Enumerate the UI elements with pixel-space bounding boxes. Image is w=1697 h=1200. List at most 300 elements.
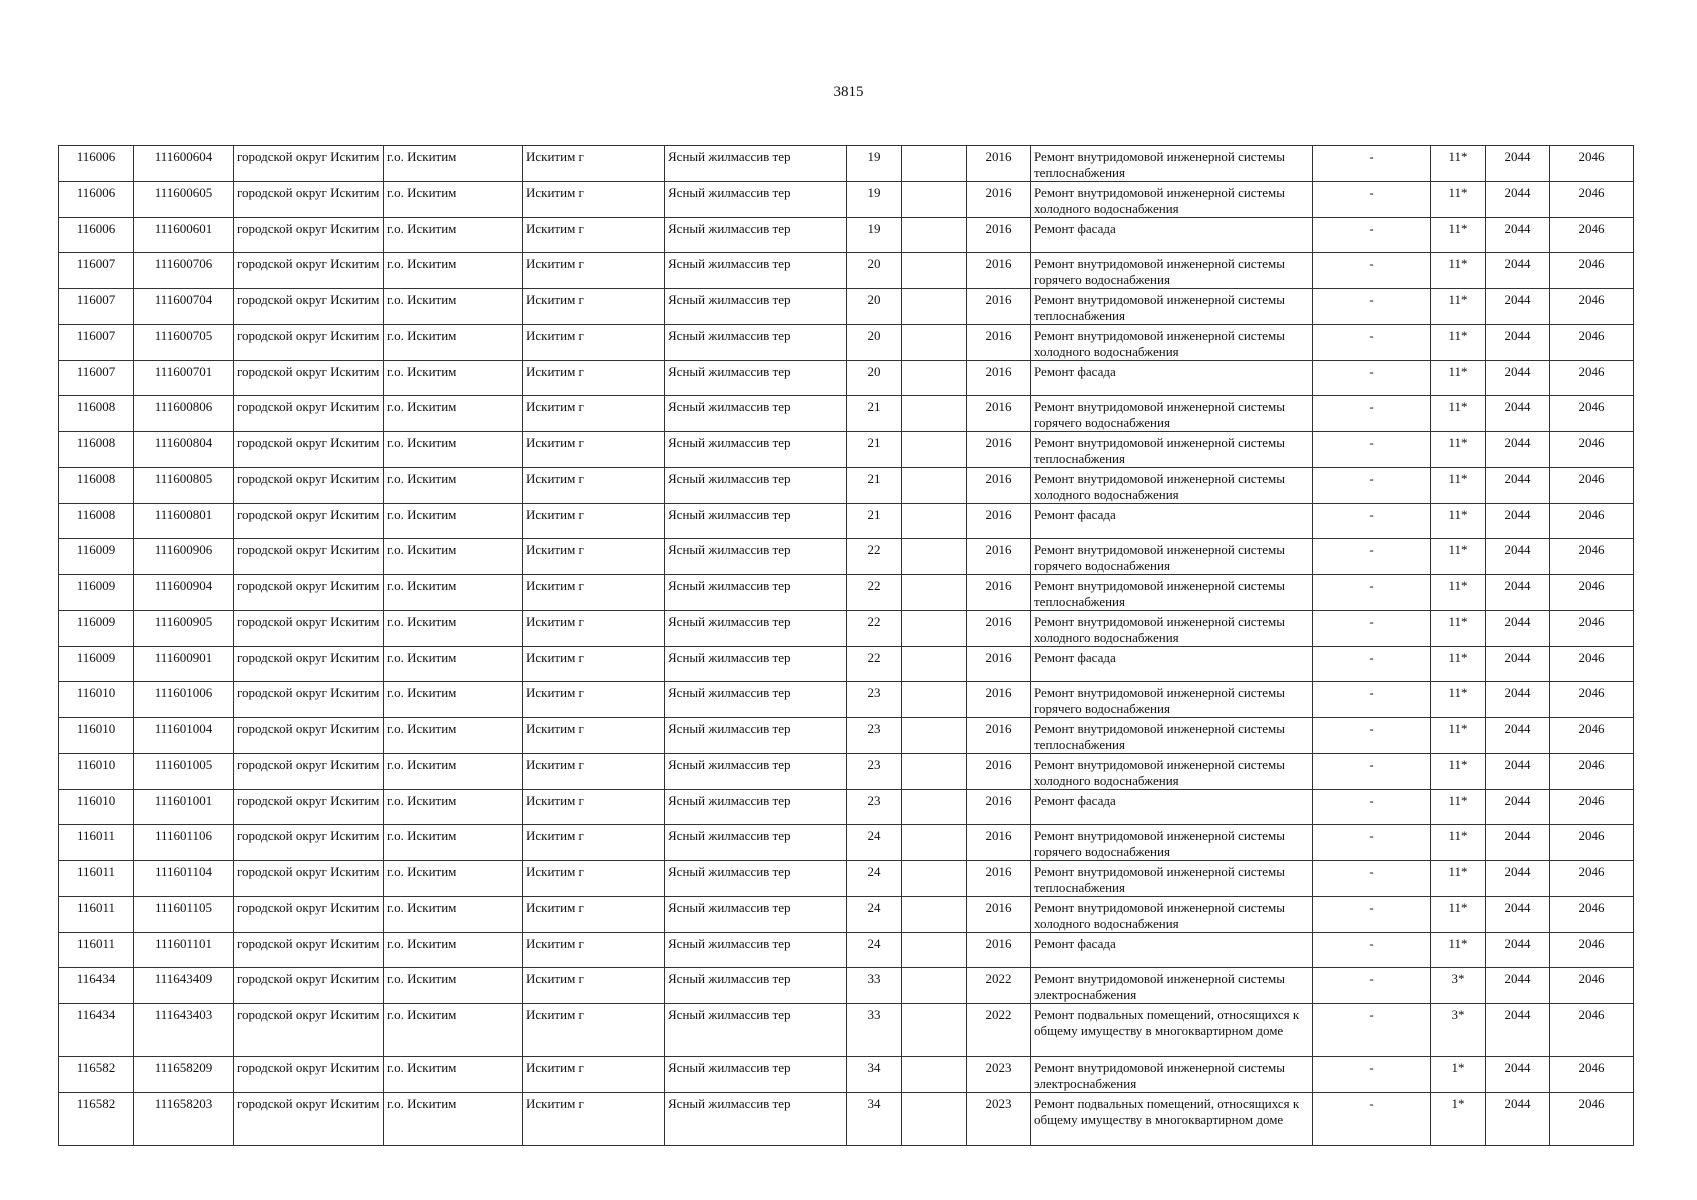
start-year-cell: 2044 <box>1486 289 1550 325</box>
building-cell <box>902 611 967 647</box>
mark-cell: 11* <box>1431 647 1486 682</box>
record-id: 116011 <box>59 897 134 933</box>
district-cell: г.о. Искитим <box>384 682 523 718</box>
municipality-cell: городской округ Искитим <box>234 754 384 790</box>
placeholder-cell: - <box>1313 432 1431 468</box>
building-cell <box>902 897 967 933</box>
mark-cell: 11* <box>1431 682 1486 718</box>
settlement-cell: Искитим г <box>523 1093 665 1146</box>
street-cell: Ясный жилмассив тер <box>665 468 847 504</box>
district-cell: г.о. Искитим <box>384 611 523 647</box>
mark-cell: 11* <box>1431 539 1486 575</box>
start-year-cell: 2044 <box>1486 468 1550 504</box>
house-number-cell: 23 <box>847 682 902 718</box>
house-number-cell: 21 <box>847 468 902 504</box>
work-code: 111601006 <box>134 682 234 718</box>
start-year-cell: 2044 <box>1486 897 1550 933</box>
record-id: 116011 <box>59 825 134 861</box>
placeholder-cell: - <box>1313 682 1431 718</box>
year-cell: 2016 <box>967 539 1031 575</box>
start-year-cell: 2044 <box>1486 432 1550 468</box>
district-cell: г.о. Искитим <box>384 1057 523 1093</box>
house-number-cell: 33 <box>847 968 902 1004</box>
street-cell: Ясный жилмассив тер <box>665 146 847 182</box>
municipality-cell: городской округ Искитим <box>234 396 384 432</box>
building-cell <box>902 968 967 1004</box>
municipality-cell: городской округ Искитим <box>234 933 384 968</box>
building-cell <box>902 790 967 825</box>
settlement-cell: Искитим г <box>523 790 665 825</box>
house-number-cell: 33 <box>847 1004 902 1057</box>
municipality-cell: городской округ Искитим <box>234 790 384 825</box>
table-row <box>59 432 1634 468</box>
district-cell: г.о. Искитим <box>384 182 523 218</box>
building-cell <box>902 432 967 468</box>
work-type-cell: Ремонт внутридомовой инженерной системы холодного водоснабжения <box>1031 325 1313 361</box>
year-cell: 2022 <box>967 1004 1031 1057</box>
settlement-cell: Искитим г <box>523 432 665 468</box>
table-row <box>59 1057 1634 1093</box>
municipality-cell: городской округ Искитим <box>234 289 384 325</box>
year-cell: 2016 <box>967 253 1031 289</box>
building-cell <box>902 1004 967 1057</box>
work-code: 111600906 <box>134 539 234 575</box>
house-number-cell: 20 <box>847 289 902 325</box>
table-row <box>59 1004 1634 1057</box>
mark-cell: 11* <box>1431 754 1486 790</box>
year-cell: 2016 <box>967 718 1031 754</box>
end-year-cell: 2046 <box>1550 647 1634 682</box>
end-year-cell: 2046 <box>1550 718 1634 754</box>
building-cell <box>902 253 967 289</box>
house-number-cell: 24 <box>847 933 902 968</box>
start-year-cell: 2044 <box>1486 218 1550 253</box>
house-number-cell: 24 <box>847 825 902 861</box>
year-cell: 2016 <box>967 289 1031 325</box>
settlement-cell: Искитим г <box>523 647 665 682</box>
end-year-cell: 2046 <box>1550 361 1634 396</box>
placeholder-cell: - <box>1313 468 1431 504</box>
placeholder-cell: - <box>1313 1057 1431 1093</box>
municipality-cell: городской округ Искитим <box>234 611 384 647</box>
placeholder-cell: - <box>1313 1004 1431 1057</box>
start-year-cell: 2044 <box>1486 825 1550 861</box>
work-code: 111601101 <box>134 933 234 968</box>
house-number-cell: 22 <box>847 611 902 647</box>
house-number-cell: 34 <box>847 1057 902 1093</box>
start-year-cell: 2044 <box>1486 539 1550 575</box>
table-row <box>59 253 1634 289</box>
street-cell: Ясный жилмассив тер <box>665 861 847 897</box>
work-code: 111600805 <box>134 468 234 504</box>
table-row <box>59 146 1634 182</box>
end-year-cell: 2046 <box>1550 933 1634 968</box>
building-cell <box>902 182 967 218</box>
house-number-cell: 23 <box>847 754 902 790</box>
district-cell: г.о. Искитим <box>384 754 523 790</box>
municipality-cell: городской округ Искитим <box>234 682 384 718</box>
street-cell: Ясный жилмассив тер <box>665 361 847 396</box>
end-year-cell: 2046 <box>1550 1093 1634 1146</box>
municipality-cell: городской округ Искитим <box>234 647 384 682</box>
placeholder-cell: - <box>1313 611 1431 647</box>
start-year-cell: 2044 <box>1486 396 1550 432</box>
district-cell: г.о. Искитим <box>384 825 523 861</box>
building-cell <box>902 146 967 182</box>
start-year-cell: 2044 <box>1486 861 1550 897</box>
settlement-cell: Искитим г <box>523 897 665 933</box>
start-year-cell: 2044 <box>1486 1093 1550 1146</box>
district-cell: г.о. Искитим <box>384 253 523 289</box>
table-row <box>59 968 1634 1004</box>
district-cell: г.о. Искитим <box>384 432 523 468</box>
end-year-cell: 2046 <box>1550 253 1634 289</box>
table-row <box>59 289 1634 325</box>
municipality-cell: городской округ Искитим <box>234 897 384 933</box>
municipality-cell: городской округ Искитим <box>234 218 384 253</box>
record-id: 116006 <box>59 218 134 253</box>
street-cell: Ясный жилмассив тер <box>665 790 847 825</box>
building-cell <box>902 539 967 575</box>
work-code: 111600905 <box>134 611 234 647</box>
record-id: 116008 <box>59 468 134 504</box>
placeholder-cell: - <box>1313 861 1431 897</box>
year-cell: 2016 <box>967 682 1031 718</box>
district-cell: г.о. Искитим <box>384 933 523 968</box>
house-number-cell: 23 <box>847 790 902 825</box>
settlement-cell: Искитим г <box>523 396 665 432</box>
district-cell: г.о. Искитим <box>384 539 523 575</box>
table-row <box>59 396 1634 432</box>
settlement-cell: Искитим г <box>523 682 665 718</box>
record-id: 116011 <box>59 933 134 968</box>
record-id: 116009 <box>59 575 134 611</box>
year-cell: 2016 <box>967 218 1031 253</box>
end-year-cell: 2046 <box>1550 611 1634 647</box>
placeholder-cell: - <box>1313 754 1431 790</box>
end-year-cell: 2046 <box>1550 539 1634 575</box>
placeholder-cell: - <box>1313 182 1431 218</box>
start-year-cell: 2044 <box>1486 253 1550 289</box>
year-cell: 2016 <box>967 825 1031 861</box>
work-type-cell: Ремонт фасада <box>1031 504 1313 539</box>
start-year-cell: 2044 <box>1486 1057 1550 1093</box>
work-type-cell: Ремонт внутридомовой инженерной системы холодного водоснабжения <box>1031 754 1313 790</box>
start-year-cell: 2044 <box>1486 325 1550 361</box>
work-code: 111658209 <box>134 1057 234 1093</box>
municipality-cell: городской округ Искитим <box>234 718 384 754</box>
placeholder-cell: - <box>1313 218 1431 253</box>
building-cell <box>902 468 967 504</box>
year-cell: 2016 <box>967 361 1031 396</box>
table-row <box>59 539 1634 575</box>
settlement-cell: Искитим г <box>523 468 665 504</box>
record-id: 116434 <box>59 1004 134 1057</box>
street-cell: Ясный жилмассив тер <box>665 218 847 253</box>
district-cell: г.о. Искитим <box>384 718 523 754</box>
district-cell: г.о. Искитим <box>384 575 523 611</box>
mark-cell: 11* <box>1431 790 1486 825</box>
work-code: 111600701 <box>134 361 234 396</box>
district-cell: г.о. Искитим <box>384 861 523 897</box>
start-year-cell: 2044 <box>1486 182 1550 218</box>
start-year-cell: 2044 <box>1486 754 1550 790</box>
work-code: 111600605 <box>134 182 234 218</box>
year-cell: 2016 <box>967 146 1031 182</box>
year-cell: 2016 <box>967 432 1031 468</box>
building-cell <box>902 754 967 790</box>
start-year-cell: 2044 <box>1486 718 1550 754</box>
settlement-cell: Искитим г <box>523 289 665 325</box>
work-code: 111600706 <box>134 253 234 289</box>
end-year-cell: 2046 <box>1550 825 1634 861</box>
start-year-cell: 2044 <box>1486 790 1550 825</box>
placeholder-cell: - <box>1313 504 1431 539</box>
record-id: 116007 <box>59 253 134 289</box>
placeholder-cell: - <box>1313 146 1431 182</box>
district-cell: г.о. Искитим <box>384 647 523 682</box>
house-number-cell: 22 <box>847 539 902 575</box>
work-type-cell: Ремонт внутридомовой инженерной системы горячего водоснабжения <box>1031 396 1313 432</box>
municipality-cell: городской округ Искитим <box>234 468 384 504</box>
end-year-cell: 2046 <box>1550 897 1634 933</box>
table-row <box>59 647 1634 682</box>
district-cell: г.о. Искитим <box>384 1093 523 1146</box>
house-number-cell: 20 <box>847 325 902 361</box>
record-id: 116010 <box>59 718 134 754</box>
mark-cell: 11* <box>1431 289 1486 325</box>
district-cell: г.о. Искитим <box>384 325 523 361</box>
work-type-cell: Ремонт фасада <box>1031 647 1313 682</box>
table-row <box>59 182 1634 218</box>
table-row <box>59 825 1634 861</box>
house-number-cell: 20 <box>847 253 902 289</box>
street-cell: Ясный жилмассив тер <box>665 1004 847 1057</box>
mark-cell: 11* <box>1431 325 1486 361</box>
table-row <box>59 754 1634 790</box>
placeholder-cell: - <box>1313 825 1431 861</box>
page-number: 3815 <box>833 84 864 100</box>
mark-cell: 11* <box>1431 432 1486 468</box>
placeholder-cell: - <box>1313 897 1431 933</box>
building-cell <box>902 647 967 682</box>
register-table <box>58 145 1634 1146</box>
year-cell: 2016 <box>967 325 1031 361</box>
work-type-cell: Ремонт фасада <box>1031 790 1313 825</box>
work-type-cell: Ремонт внутридомовой инженерной системы теплоснабжения <box>1031 861 1313 897</box>
mark-cell: 11* <box>1431 146 1486 182</box>
settlement-cell: Искитим г <box>523 182 665 218</box>
house-number-cell: 24 <box>847 861 902 897</box>
work-type-cell: Ремонт внутридомовой инженерной системы горячего водоснабжения <box>1031 253 1313 289</box>
building-cell <box>902 682 967 718</box>
settlement-cell: Искитим г <box>523 718 665 754</box>
start-year-cell: 2044 <box>1486 504 1550 539</box>
record-id: 116008 <box>59 504 134 539</box>
record-id: 116006 <box>59 146 134 182</box>
street-cell: Ясный жилмассив тер <box>665 253 847 289</box>
work-type-cell: Ремонт фасада <box>1031 218 1313 253</box>
municipality-cell: городской округ Искитим <box>234 253 384 289</box>
work-type-cell: Ремонт фасада <box>1031 361 1313 396</box>
end-year-cell: 2046 <box>1550 790 1634 825</box>
placeholder-cell: - <box>1313 253 1431 289</box>
placeholder-cell: - <box>1313 790 1431 825</box>
street-cell: Ясный жилмассив тер <box>665 968 847 1004</box>
municipality-cell: городской округ Искитим <box>234 968 384 1004</box>
municipality-cell: городской округ Искитим <box>234 361 384 396</box>
record-id: 116007 <box>59 325 134 361</box>
end-year-cell: 2046 <box>1550 1057 1634 1093</box>
work-code: 111600604 <box>134 146 234 182</box>
mark-cell: 11* <box>1431 718 1486 754</box>
start-year-cell: 2044 <box>1486 1004 1550 1057</box>
mark-cell: 11* <box>1431 218 1486 253</box>
work-code: 111600806 <box>134 396 234 432</box>
district-cell: г.о. Искитим <box>384 146 523 182</box>
work-type-cell: Ремонт внутридомовой инженерной системы теплоснабжения <box>1031 575 1313 611</box>
settlement-cell: Искитим г <box>523 325 665 361</box>
mark-cell: 11* <box>1431 396 1486 432</box>
settlement-cell: Искитим г <box>523 825 665 861</box>
street-cell: Ясный жилмассив тер <box>665 933 847 968</box>
end-year-cell: 2046 <box>1550 146 1634 182</box>
settlement-cell: Искитим г <box>523 253 665 289</box>
table-row <box>59 361 1634 396</box>
year-cell: 2016 <box>967 468 1031 504</box>
record-id: 116010 <box>59 790 134 825</box>
municipality-cell: городской округ Искитим <box>234 432 384 468</box>
building-cell <box>902 1057 967 1093</box>
table-row <box>59 611 1634 647</box>
settlement-cell: Искитим г <box>523 754 665 790</box>
street-cell: Ясный жилмассив тер <box>665 539 847 575</box>
work-code: 111601105 <box>134 897 234 933</box>
start-year-cell: 2044 <box>1486 682 1550 718</box>
placeholder-cell: - <box>1313 718 1431 754</box>
district-cell: г.о. Искитим <box>384 468 523 504</box>
street-cell: Ясный жилмассив тер <box>665 575 847 611</box>
house-number-cell: 21 <box>847 396 902 432</box>
end-year-cell: 2046 <box>1550 861 1634 897</box>
settlement-cell: Искитим г <box>523 361 665 396</box>
municipality-cell: городской округ Искитим <box>234 1004 384 1057</box>
settlement-cell: Искитим г <box>523 218 665 253</box>
work-code: 111600901 <box>134 647 234 682</box>
work-type-cell: Ремонт подвальных помещений, относящихся к общему имуществу в многоквартирном доме <box>1031 1093 1313 1146</box>
table-row <box>59 718 1634 754</box>
municipality-cell: городской округ Искитим <box>234 825 384 861</box>
building-cell <box>902 396 967 432</box>
district-cell: г.о. Искитим <box>384 361 523 396</box>
building-cell <box>902 825 967 861</box>
end-year-cell: 2046 <box>1550 325 1634 361</box>
end-year-cell: 2046 <box>1550 396 1634 432</box>
table-row <box>59 325 1634 361</box>
table-row <box>59 1093 1634 1146</box>
street-cell: Ясный жилмассив тер <box>665 647 847 682</box>
placeholder-cell: - <box>1313 325 1431 361</box>
year-cell: 2016 <box>967 861 1031 897</box>
year-cell: 2016 <box>967 504 1031 539</box>
house-number-cell: 19 <box>847 182 902 218</box>
street-cell: Ясный жилмассив тер <box>665 325 847 361</box>
work-code: 111600804 <box>134 432 234 468</box>
municipality-cell: городской округ Искитим <box>234 182 384 218</box>
street-cell: Ясный жилмассив тер <box>665 718 847 754</box>
building-cell <box>902 861 967 897</box>
house-number-cell: 21 <box>847 432 902 468</box>
building-cell <box>902 325 967 361</box>
work-code: 111600601 <box>134 218 234 253</box>
work-type-cell: Ремонт внутридомовой инженерной системы теплоснабжения <box>1031 289 1313 325</box>
mark-cell: 11* <box>1431 861 1486 897</box>
table-row <box>59 504 1634 539</box>
placeholder-cell: - <box>1313 647 1431 682</box>
table-row <box>59 468 1634 504</box>
settlement-cell: Искитим г <box>523 539 665 575</box>
mark-cell: 11* <box>1431 361 1486 396</box>
record-id: 116582 <box>59 1093 134 1146</box>
street-cell: Ясный жилмассив тер <box>665 289 847 325</box>
work-code: 111600705 <box>134 325 234 361</box>
house-number-cell: 23 <box>847 718 902 754</box>
street-cell: Ясный жилмассив тер <box>665 1057 847 1093</box>
building-cell <box>902 218 967 253</box>
settlement-cell: Искитим г <box>523 504 665 539</box>
year-cell: 2016 <box>967 396 1031 432</box>
work-code: 111600801 <box>134 504 234 539</box>
end-year-cell: 2046 <box>1550 468 1634 504</box>
building-cell <box>902 718 967 754</box>
table-row <box>59 933 1634 968</box>
record-id: 116582 <box>59 1057 134 1093</box>
street-cell: Ясный жилмассив тер <box>665 396 847 432</box>
end-year-cell: 2046 <box>1550 575 1634 611</box>
year-cell: 2016 <box>967 790 1031 825</box>
street-cell: Ясный жилмассив тер <box>665 1093 847 1146</box>
work-type-cell: Ремонт внутридомовой инженерной системы холодного водоснабжения <box>1031 182 1313 218</box>
work-type-cell: Ремонт внутридомовой инженерной системы теплоснабжения <box>1031 718 1313 754</box>
record-id: 116009 <box>59 611 134 647</box>
mark-cell: 1* <box>1431 1057 1486 1093</box>
year-cell: 2023 <box>967 1093 1031 1146</box>
municipality-cell: городской округ Искитим <box>234 1093 384 1146</box>
district-cell: г.о. Искитим <box>384 289 523 325</box>
end-year-cell: 2046 <box>1550 968 1634 1004</box>
table-row <box>59 575 1634 611</box>
work-type-cell: Ремонт внутридомовой инженерной системы электроснабжения <box>1031 968 1313 1004</box>
work-code: 111600704 <box>134 289 234 325</box>
house-number-cell: 20 <box>847 361 902 396</box>
table-row <box>59 861 1634 897</box>
house-number-cell: 34 <box>847 1093 902 1146</box>
work-type-cell: Ремонт внутридомовой инженерной системы теплоснабжения <box>1031 146 1313 182</box>
placeholder-cell: - <box>1313 968 1431 1004</box>
building-cell <box>902 933 967 968</box>
placeholder-cell: - <box>1313 361 1431 396</box>
mark-cell: 11* <box>1431 468 1486 504</box>
placeholder-cell: - <box>1313 933 1431 968</box>
work-type-cell: Ремонт внутридомовой инженерной системы горячего водоснабжения <box>1031 539 1313 575</box>
work-type-cell: Ремонт внутридомовой инженерной системы холодного водоснабжения <box>1031 468 1313 504</box>
street-cell: Ясный жилмассив тер <box>665 182 847 218</box>
work-code: 111600904 <box>134 575 234 611</box>
end-year-cell: 2046 <box>1550 182 1634 218</box>
street-cell: Ясный жилмассив тер <box>665 504 847 539</box>
record-id: 116009 <box>59 539 134 575</box>
work-code: 111601005 <box>134 754 234 790</box>
